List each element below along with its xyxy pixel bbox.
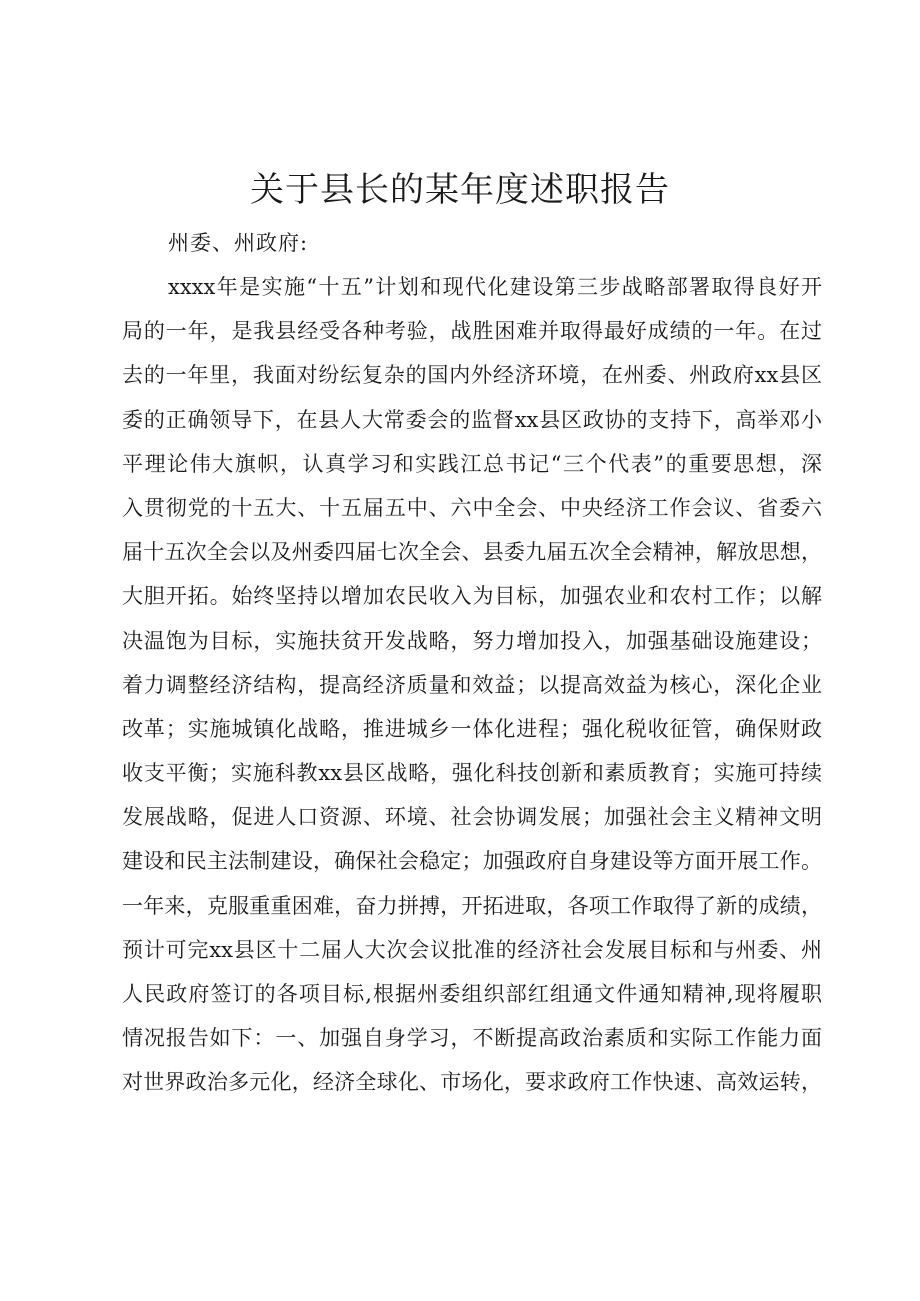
body-line: 一年来，克服重重困难，奋力拼搏，开拓进取，各项工作取得了新的成绩，	[122, 893, 822, 918]
body-line: 局的一年，是我县经受各种考验，战胜困难并取得最好成绩的一年。在过	[122, 319, 822, 344]
body-line: 情况报告如下：一、加强自身学习，不断提高政治素质和实际工作能力面	[122, 1026, 822, 1051]
body-line: 对世界政治多元化，经济全球化、市场化，要求政府工作快速、高效运转，	[122, 1070, 822, 1095]
body-line: 入贯彻党的十五大、十五届五中、六中全会、中央经济工作会议、省委六	[122, 495, 822, 520]
body-line: 平理论伟大旗帜，认真学习和实践江总书记“三个代表”的重要思想，深	[122, 451, 822, 476]
body-line: 收支平衡；实施科教xx县区战略，强化科技创新和素质教育；实施可持续	[122, 761, 822, 786]
body-line: 着力调整经济结构，提高经济质量和效益；以提高效益为核心，深化企业	[122, 672, 822, 697]
body-line: 改革；实施城镇化战略，推进城乡一体化进程；强化税收征管，确保财政	[122, 716, 822, 741]
body-line: 预计可完xx县区十二届人大次会议批准的经济社会发展目标和与州委、州	[122, 937, 822, 962]
body-line: xxxx年是实施“十五”计划和现代化建设第三步战略部署取得良好开	[168, 275, 822, 299]
body-line: 决温饱为目标，实施扶贫开发战略，努力增加投入，加强基础设施建设；	[122, 628, 822, 653]
salutation: 州委、州政府:	[168, 231, 309, 255]
body-line: 届十五次全会以及州委四届七次全会、县委九届五次全会精神，解放思想，	[122, 540, 822, 565]
report-body	[122, 270, 822, 1110]
body-line: 大胆开拓。始终坚持以增加农民收入为目标，加强农业和农村工作；以解	[122, 584, 822, 609]
body-line: 委的正确领导下，在县人大常委会的监督xx县区政协的支持下，高举邓小	[122, 407, 822, 432]
document-title: 关于县长的某年度述职报告	[250, 170, 670, 210]
body-line: 去的一年里，我面对纷纭复杂的国内外经济环境，在州委、州政府xx县区	[122, 363, 822, 388]
body-line: 建设和民主法制建设，确保社会稳定；加强政府自身建设等方面开展工作。	[122, 849, 822, 874]
body-line: 人民政府签订的各项目标,根据州委组织部红组通文件通知精神,现将履职	[122, 982, 822, 1006]
body-line: 发展战略，促进人口资源、环境、社会协调发展；加强社会主义精神文明	[122, 805, 822, 830]
